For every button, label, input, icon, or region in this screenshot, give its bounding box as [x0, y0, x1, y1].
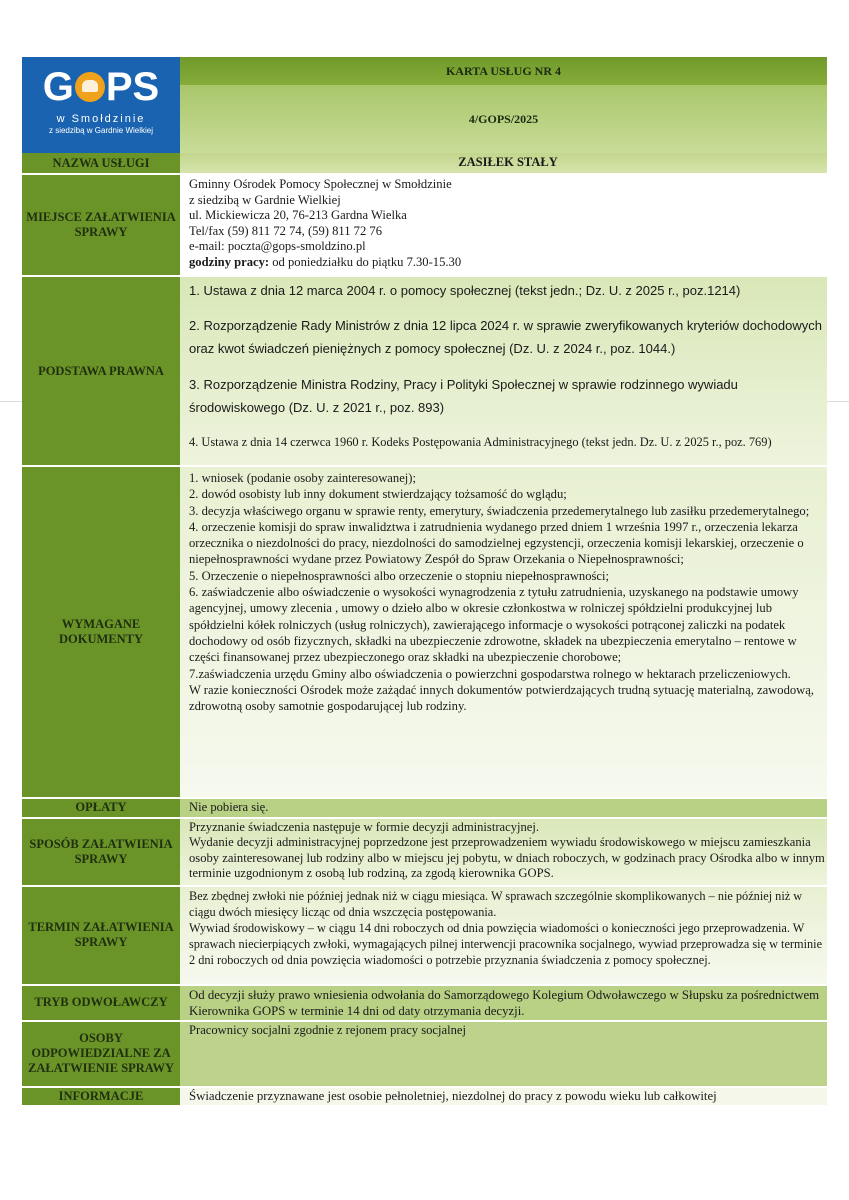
- row-deadline: [22, 886, 827, 985]
- hours-value: od poniedziałku do piątku 7.30-15.30: [269, 254, 462, 269]
- document-item: 3. decyzja właściwego organu w sprawie renty, emerytury, świadczenia przedemerytalnego lub zasiłku przedemerytalnego;: [189, 503, 810, 518]
- label-location: MIEJSCE ZAŁATWIENIA SPRAWY: [22, 174, 180, 276]
- label-service-name: NAZWA USŁUGI: [22, 153, 180, 174]
- value-responsible: Pracownicy socjalni zgodnie z rejonem pracy socjalnej: [180, 1021, 827, 1087]
- location-hours: [189, 255, 827, 271]
- document-item: 7.zaświadczenia urzędu Gminy albo oświadczenia o powierzchni gospodarstwa rolnego w hektarach przeliczeniowych.: [189, 666, 791, 681]
- row-legal-basis: [22, 276, 827, 466]
- value-location: [180, 174, 827, 276]
- method-line: Przyznanie świadczenia następuje w formie decyzji administracyjnej.: [189, 819, 540, 834]
- spacer: [189, 419, 827, 435]
- label-fees: OPŁATY: [22, 798, 180, 818]
- row-fees: [22, 798, 827, 818]
- deadline-line: Bez zbędnej zwłoki nie później jednak niż w ciągu miesiąca. W sprawach szczególnie skomplikowanych – nie później niż w ciągu dwóch miesięcy licząc od dnia wszczęcia postępowania.: [189, 888, 803, 919]
- label-responsible: OSOBY ODPOWIEDZIALNE ZA ZAŁATWIENIE SPRAWY: [22, 1021, 180, 1087]
- document-item: 6. zaświadczenie albo oświadczenie o wysokości wynagrodzenia z tytułu zatrudnienia, uzyskanego na podstawie umowy agencyjnej, umowy zlecenia , umowy o dzieło albo w okresie członkostwa w rolniczej spółdzielni produkcyjnej lub spółdzielni kółek rolniczych (usług rolniczych), zawierającego informacje o wysokości potrąconej zaliczki na podatek dochodowy od osób fizycznych, składki na ubezpieczenie zdrowotne, składek na ubezpieczenia emerytalno – rentowe w części finansowanej przez ubezpieczonego oraz składki na ubezpieczenie chorobowe;: [189, 585, 799, 665]
- value-fees: Nie pobiera się.: [180, 798, 827, 818]
- family-icon: [75, 72, 105, 102]
- card-title: KARTA USŁUG NR 4: [180, 57, 827, 85]
- logo-letters-ps: PS: [105, 65, 160, 109]
- row-appeal: [22, 985, 827, 1021]
- value-appeal: Od decyzji służy prawo wniesienia odwołania do Samorządowego Kolegium Odwoławczego w Słupsku za pośrednictwem Kierownika GOPS w terminie 14 dni od daty otrzymania decyzji.: [180, 985, 827, 1021]
- location-email[interactable]: e-mail: poczta@gops-smoldzino.pl: [189, 239, 366, 254]
- row-responsible: [22, 1021, 827, 1087]
- legal-item: 1. Ustawa z dnia 12 marca 2004 r. o pomocy społecznej (tekst jedn.; Dz. U. z 2025 r., poz.1214): [189, 283, 741, 298]
- label-legal-basis: PODSTAWA PRAWNA: [22, 276, 180, 466]
- location-line: Gminny Ośrodek Pomocy Społecznej w Smołdzinie: [189, 177, 452, 191]
- spacer: [189, 301, 827, 314]
- value-documents: [180, 466, 827, 798]
- legal-item: 3. Rozporządzenie Ministra Rodziny, Pracy i Polityki Społecznej w sprawie rodzinnego wywiadu środowiskowego (Dz. U. z 2021 r., poz. 893): [189, 377, 738, 415]
- document-item: 1. wniosek (podanie osoby zainteresowanej);: [189, 471, 416, 485]
- logo-seat: z siedzibą w Gardnie Wielkiej: [48, 126, 154, 135]
- value-info: Świadczenie przyznawane jest osobie pełnoletniej, niezdolnej do pracy z powodu wieku lub całkowitej: [180, 1087, 827, 1107]
- value-legal-basis: [180, 276, 827, 466]
- value-deadline: [180, 886, 827, 985]
- spacer: [189, 360, 827, 373]
- value-service-name: ZASIŁEK STAŁY: [180, 153, 827, 174]
- label-deadline: TERMIN ZAŁATWIENIA SPRAWY: [22, 886, 180, 985]
- location-line: z siedzibą w Gardnie Wielkiej: [189, 192, 341, 207]
- label-method: SPOSÓB ZAŁATWIENIA SPRAWY: [22, 818, 180, 886]
- method-line: Wydanie decyzji administracyjnej poprzedzone jest przeprowadzeniem wywiadu środowiskowego w miejscu zamieszkania osoby zainteresowanej lub rodziny albo w miejscu jej pobytu, w dniach roboczych, w godzinach pracy Ośrodka albo w innym terminie uzgodnionym z osobą lub rodziną, za zgodą kierownika GOPS.: [189, 835, 825, 881]
- service-table: [22, 153, 827, 1107]
- value-method: [180, 818, 827, 886]
- hours-label: godziny pracy:: [189, 254, 270, 269]
- row-service-name: [22, 153, 827, 174]
- legal-item: 2. Rozporządzenie Rady Ministrów z dnia 12 lipca 2024 r. w sprawie zweryfikowanych kryteriów dochodowych oraz kwot świadczeń pieniężnych z pomocy społecznej (Dz. U. z 2024 r., poz. 1044.): [189, 318, 822, 356]
- logo-mark: [43, 67, 159, 107]
- row-info: [22, 1087, 827, 1107]
- legal-item: 4. Ustawa z dnia 14 czerwca 1960 r. Kodeks Postępowania Administracyjnego (tekst jedn. Dz. U. z 2025 r., poz. 769): [189, 435, 772, 449]
- document-item: 5. Orzeczenie o niepełnosprawności albo orzeczenie o stopniu niepełnosprawności;: [189, 568, 609, 583]
- header-titles: [180, 57, 827, 153]
- card-number: 4/GOPS/2025: [180, 85, 827, 153]
- label-info: INFORMACJE: [22, 1087, 180, 1107]
- location-line: ul. Mickiewicza 20, 76-213 Gardna Wielka: [189, 208, 407, 223]
- logo-location: w Smołdzinie: [56, 113, 146, 125]
- card-header: [22, 57, 827, 153]
- deadline-line: Wywiad środowiskowy – w ciągu 14 dni roboczych od dnia powzięcia wiadomości o konieczności jego przeprowadzenia. W sprawach niecierpiących zwłoki, wymagających pilnej interwencji pracownika socjalnego, wywiad przeprowadza się w terminie 2 dni roboczych od dnia powzięcia wiadomości o potrzebie przyznania świadczenia z pomocy społecznej.: [189, 921, 823, 968]
- row-method: [22, 818, 827, 886]
- logo-letter-g: G: [42, 65, 74, 109]
- location-phone: Tel/fax (59) 811 72 74, (59) 811 72 76: [189, 223, 383, 238]
- document-item: 4. orzeczenie komisji do spraw inwalidztwa i zatrudnienia wydanego przed dniem 1 września 1997 r., orzeczenia lekarza orzecznika o niezdolności do pracy, niezdolności do samodzielnej egzystencji, orzeczenia komisji lekarskiej, orzeczenie o niepełnosprawności wydane przez Powiatowy Zespół do Spraw Orzekania o Niepełnosprawności;: [189, 519, 804, 567]
- document-note: W razie konieczności Ośrodek może zażądać innych dokumentów potwierdzających trudną sytuację materialną, zawodową, zdrowotną osoby samotnie gospodarującej lub rodziny.: [189, 682, 814, 714]
- gops-logo: [22, 57, 180, 153]
- label-documents: WYMAGANE DOKUMENTY: [22, 466, 180, 798]
- label-appeal: TRYB ODWOŁAWCZY: [22, 985, 180, 1021]
- row-location: [22, 174, 827, 276]
- row-documents: [22, 466, 827, 798]
- document-item: 2. dowód osobisty lub inny dokument stwierdzający tożsamość do wglądu;: [189, 487, 567, 502]
- service-card: [22, 57, 827, 1107]
